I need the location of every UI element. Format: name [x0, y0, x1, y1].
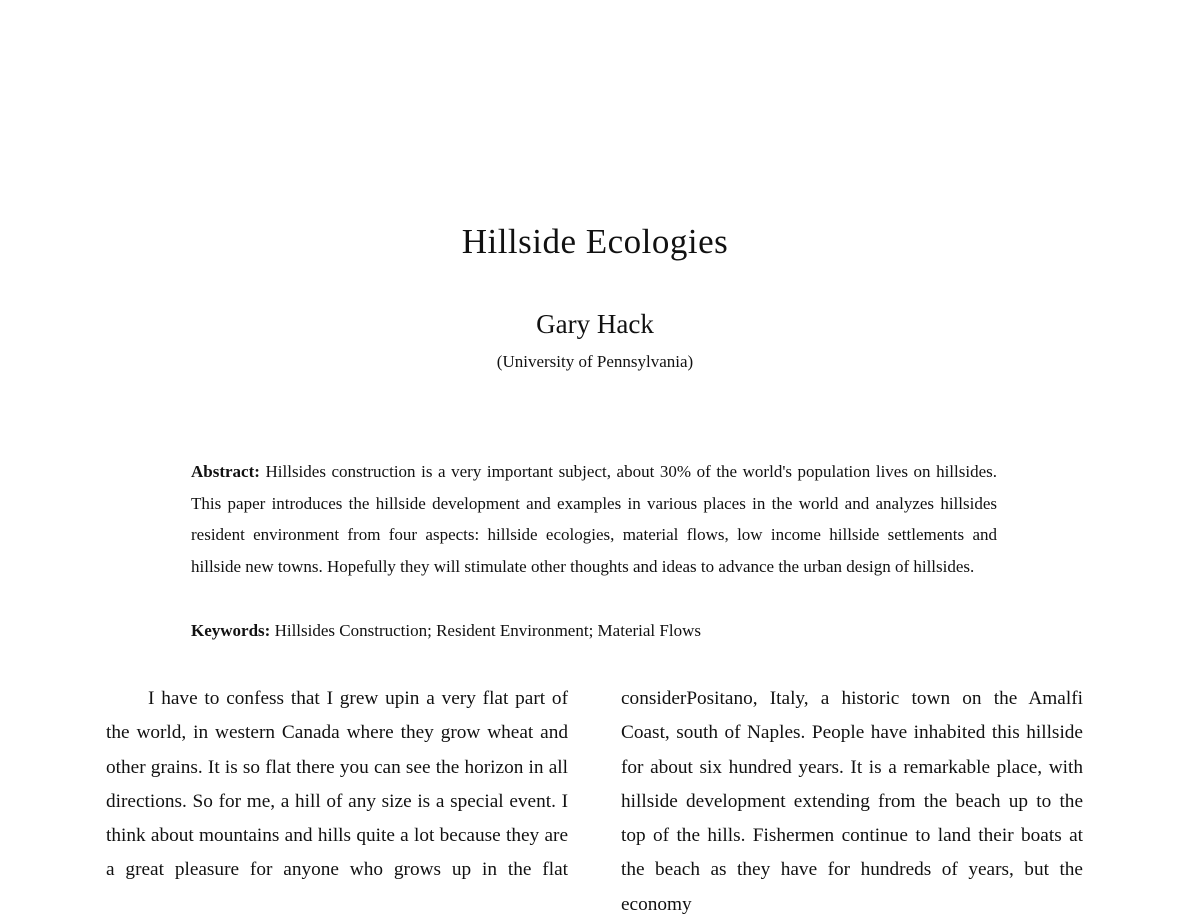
- body-column-right: [621, 682, 1083, 922]
- body-column-left: [106, 682, 568, 888]
- paper-title: Hillside Ecologies: [461, 222, 729, 261]
- abstract-text: Hillsides construction is a very important subject, about 30% of the world's population lives on hillsides. This paper introduces the hillside development and examples in various places in the world and analyzes hillsides resident environment from four aspects: hillside ecologies, material flows, low income hillside settlements and hillside new towns. Hopefully they will stimulate other thoughts and ideas to advance the urban design of hillsides.: [191, 462, 997, 576]
- keywords: [191, 615, 997, 647]
- body-paragraph: I have to confess that I grew upin a very flat part of the world, in western Canada where they grow wheat and other grains. It is so flat there you can see the horizon in all directions. So for me, a hill of any size is a special event. I think about mountains and hills quite a lot because they are a great pleasure for anyone who grows up in the flat: [106, 688, 568, 881]
- author-name: Gary Hack: [536, 309, 654, 339]
- body-paragraph: considerPositano, Italy, a historic town on the Amalfi Coast, south of Naples. People have inhabited this hillside for about six hundred years. It is a remarkable place, with hillside development extending from the beach up to the top of the hills. Fishermen continue to land their boats at the beach as they have for hundreds of years, but the economy: [621, 688, 1083, 915]
- abstract-label: Abstract:: [191, 462, 260, 481]
- keywords-text: Hillsides Construction; Resident Environment; Material Flows: [274, 621, 701, 640]
- author-affiliation: (University of Pennsylvania): [496, 352, 694, 371]
- keywords-label: Keywords:: [191, 621, 271, 640]
- abstract: [191, 456, 997, 582]
